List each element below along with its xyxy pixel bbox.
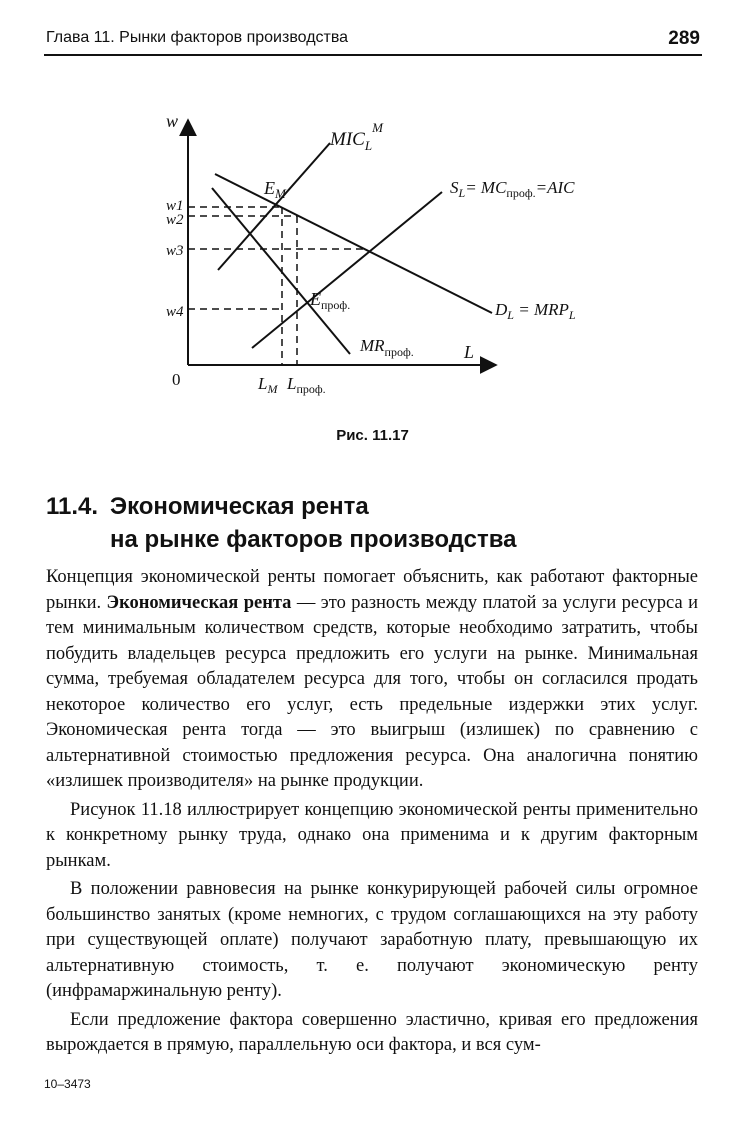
mr-label: $MR_{проф.}$ [360,336,414,359]
origin-label: 0 [172,370,181,389]
l-axis-label: L [464,342,475,362]
chapter-title: Глава 11. Рынки факторов производства [46,29,349,46]
em-label: $E_M$ [264,178,286,201]
supply-label: $S_L= MC_{проф.}=AIC$ [450,178,575,200]
body-text [46,565,698,1059]
paragraph-4: Если предложение фактора совершенно эластично, кривая его предложения вырождается в прямую, параллельную оси фактора, и вся сум- [46,1009,698,1055]
section-title-line1: Экономическая рента [110,493,369,520]
eprof-label: $E_{проф.}$ [310,289,351,312]
figure-labor-market [160,110,610,430]
lm-label: $L_M$ [258,374,278,396]
w4-label: w4 [166,304,184,320]
mr-curve [212,188,350,354]
footer-code: 10–3473 [44,1077,91,1091]
figure-caption: Рис. 11.17 [336,427,409,444]
paragraph-1: Концепция экономической ренты помогает объяснить, как работают факторные рынки. Экономическая рента — это разность между платой за услуги ресурса и тем минимальным количеством средств, которые необходимо затратить, чтобы побудить владельцев ресурса предложить его услуги на рынке. Минимальная сумма, требуемая обладателем ресурса для того, чтобы он согласился продать некоторое количество его услуг, есть предельные издержки этих услуг. Экономическая рента тогда — это выигрыш (излишек) по сравнению с альтернативной стоимостью предложения ресурса. Она аналогична понятию «излишек производителя» на рынке продукции. [46,567,699,791]
mic-label: $MIC_L^M$ [330,120,383,153]
w2-label: w2 [166,212,184,228]
demand-label: $D_L = MRP_L$ [495,300,576,322]
running-header [44,28,702,56]
page-number: 289 [668,28,700,49]
w1-label: w1 [166,198,184,214]
section-title-line2: на рынке факторов производства [110,526,517,553]
lprof-label: $L_{проф.}$ [287,374,326,396]
w-axis-label: w [166,111,179,131]
labor-market-diagram [160,110,610,430]
paragraph-2: Рисунок 11.18 иллюстрирует концепцию экономической ренты применительно к конкретному рынку труда, однако она применима и к другим факторным рынкам. [46,799,698,871]
paragraph-3: В положении равновесия на рынке конкурирующей рабочей силы огромное большинство занятых (кроме немногих, с трудом соглашающихся на эту работу при существующей оплате) получают заработную плату, превышающую их альтернативную стоимость, т. е. получают экономическую ренту (инфрамаржинальную ренту). [46,879,698,1001]
w3-label: w3 [166,243,184,259]
term-economic-rent: Экономическая рента [106,592,292,613]
section-number: 11.4. [46,493,99,520]
